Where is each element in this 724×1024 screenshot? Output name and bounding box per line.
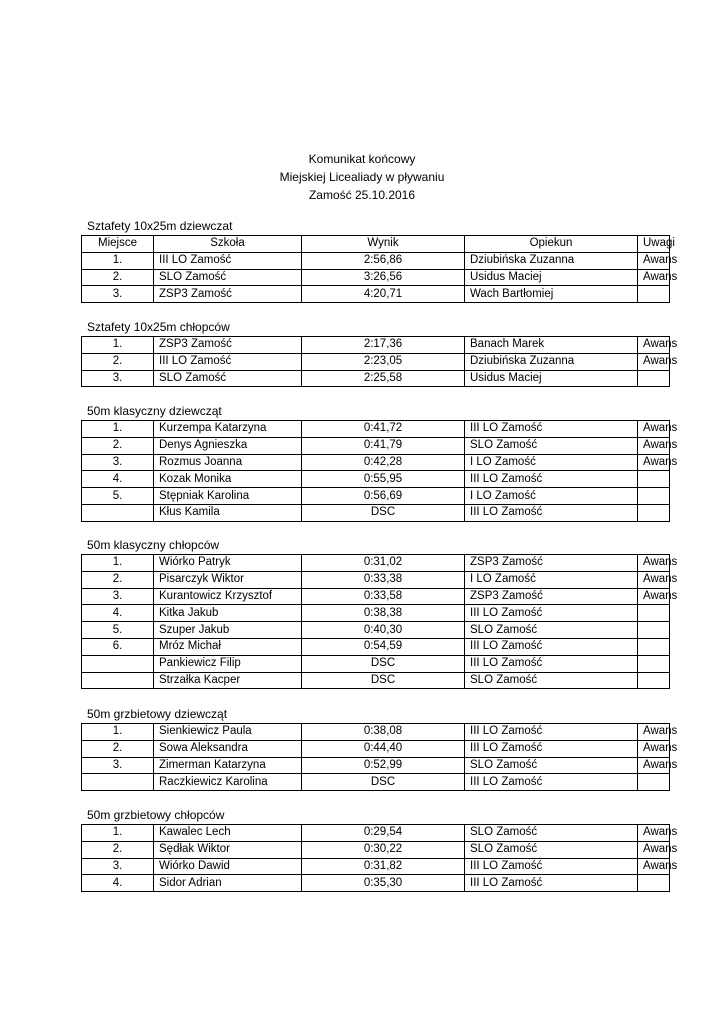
name-cell: Sędłak Wiktor xyxy=(154,841,302,858)
note-cell: Awans xyxy=(638,337,670,354)
document-header xyxy=(0,150,724,204)
section-title: Sztafety 10x25m chłopców xyxy=(87,320,230,334)
note-cell xyxy=(638,370,670,387)
result-cell: 0:44,40 xyxy=(302,740,465,757)
table-row xyxy=(82,571,670,588)
table-row xyxy=(82,286,670,303)
affiliation-cell: SLO Zamość xyxy=(465,841,638,858)
section-title: 50m grzbietowy chłopców xyxy=(87,808,225,822)
name-cell: Kurantowicz Krzysztof xyxy=(154,588,302,605)
table-row xyxy=(82,370,670,387)
column-header: Uwagi xyxy=(638,236,670,253)
affiliation-cell: I LO Zamość xyxy=(465,571,638,588)
column-header: Szkoła xyxy=(154,236,302,253)
result-cell: DSC xyxy=(302,504,465,521)
table-row xyxy=(82,672,670,689)
affiliation-cell: III LO Zamość xyxy=(465,740,638,757)
table-row xyxy=(82,337,670,354)
place-cell: 2. xyxy=(82,437,154,454)
affiliation-cell: Banach Marek xyxy=(465,337,638,354)
affiliation-cell: SLO Zamość xyxy=(465,622,638,639)
name-cell: Sowa Aleksandra xyxy=(154,740,302,757)
name-cell: Szuper Jakub xyxy=(154,622,302,639)
result-cell: 0:54,59 xyxy=(302,638,465,655)
result-cell: 2:56,86 xyxy=(302,252,465,269)
result-cell: 0:56,69 xyxy=(302,488,465,505)
affiliation-cell: ZSP3 Zamość xyxy=(465,588,638,605)
result-cell: 2:23,05 xyxy=(302,353,465,370)
place-cell: 3. xyxy=(82,858,154,875)
place-cell: 1. xyxy=(82,421,154,438)
name-cell: Kitka Jakub xyxy=(154,605,302,622)
result-cell: 3:26,56 xyxy=(302,269,465,286)
name-cell: Denys Agnieszka xyxy=(154,437,302,454)
note-cell: Awans xyxy=(638,353,670,370)
results-section xyxy=(81,706,678,791)
affiliation-cell: SLO Zamość xyxy=(465,437,638,454)
name-cell: Kozak Monika xyxy=(154,471,302,488)
affiliation-cell: III LO Zamość xyxy=(465,638,638,655)
name-cell: Strzałka Kacper xyxy=(154,672,302,689)
result-cell: 4:20,71 xyxy=(302,286,465,303)
name-cell: SLO Zamość xyxy=(154,269,302,286)
place-cell: 3. xyxy=(82,454,154,471)
results-table xyxy=(81,554,678,689)
place-cell: 4. xyxy=(82,471,154,488)
place-cell: 1. xyxy=(82,724,154,741)
affiliation-cell: I LO Zamość xyxy=(465,488,638,505)
title-line-3: Zamość 25.10.2016 xyxy=(308,188,416,202)
name-cell: Wiórko Dawid xyxy=(154,858,302,875)
table-row xyxy=(82,454,670,471)
result-cell: DSC xyxy=(302,672,465,689)
result-cell: 0:42,28 xyxy=(302,454,465,471)
name-cell: Sidor Adrian xyxy=(154,875,302,892)
affiliation-cell: ZSP3 Zamość xyxy=(465,555,638,572)
result-cell: DSC xyxy=(302,655,465,672)
affiliation-cell: Dziubińska Zuzanna xyxy=(465,353,638,370)
note-cell: Awans xyxy=(638,252,670,269)
table-row xyxy=(82,825,670,842)
note-cell: Awans xyxy=(638,724,670,741)
table-row xyxy=(82,858,670,875)
place-cell: 2. xyxy=(82,740,154,757)
table-row xyxy=(82,757,670,774)
result-cell: 0:35,30 xyxy=(302,875,465,892)
note-cell xyxy=(638,875,670,892)
place-cell: 3. xyxy=(82,370,154,387)
place-cell: 5. xyxy=(82,622,154,639)
note-cell: Awans xyxy=(638,555,670,572)
affiliation-cell: III LO Zamość xyxy=(465,421,638,438)
place-cell: 3. xyxy=(82,286,154,303)
name-cell: SLO Zamość xyxy=(154,370,302,387)
note-cell xyxy=(638,488,670,505)
title-line-2: Miejskiej Licealiady w pływaniu xyxy=(279,170,445,184)
name-cell: Stępniak Karolina xyxy=(154,488,302,505)
table-row xyxy=(82,353,670,370)
note-cell xyxy=(638,504,670,521)
note-cell xyxy=(638,672,670,689)
section-title: Sztafety 10x25m dziewczat xyxy=(87,219,233,233)
place-cell: 3. xyxy=(82,588,154,605)
name-cell: ZSP3 Zamość xyxy=(154,337,302,354)
table-row xyxy=(82,504,670,521)
note-cell xyxy=(638,471,670,488)
note-cell: Awans xyxy=(638,421,670,438)
table-row xyxy=(82,437,670,454)
result-cell: DSC xyxy=(302,774,465,791)
note-cell: Awans xyxy=(638,858,670,875)
name-cell: III LO Zamość xyxy=(154,353,302,370)
affiliation-cell: I LO Zamość xyxy=(465,454,638,471)
name-cell: Mróz Michał xyxy=(154,638,302,655)
note-cell: Awans xyxy=(638,571,670,588)
table-row xyxy=(82,252,670,269)
note-cell: Awans xyxy=(638,588,670,605)
affiliation-cell: III LO Zamość xyxy=(465,724,638,741)
affiliation-cell: Usidus Maciej xyxy=(465,269,638,286)
table-row xyxy=(82,269,670,286)
place-cell: 1. xyxy=(82,252,154,269)
name-cell: Sienkiewicz Paula xyxy=(154,724,302,741)
result-cell: 0:38,38 xyxy=(302,605,465,622)
result-cell: 0:33,38 xyxy=(302,571,465,588)
column-header: Wynik xyxy=(302,236,465,253)
place-cell: 2. xyxy=(82,571,154,588)
name-cell: Kłus Kamila xyxy=(154,504,302,521)
place-cell xyxy=(82,504,154,521)
affiliation-cell: III LO Zamość xyxy=(465,774,638,791)
section-title: 50m klasyczny dziewcząt xyxy=(87,404,222,418)
result-cell: 0:52,99 xyxy=(302,757,465,774)
name-cell: Pankiewicz Filip xyxy=(154,655,302,672)
table-row xyxy=(82,724,670,741)
note-cell xyxy=(638,638,670,655)
result-cell: 0:33,58 xyxy=(302,588,465,605)
place-cell: 1. xyxy=(82,825,154,842)
name-cell: Zimerman Katarzyna xyxy=(154,757,302,774)
place-cell: 1. xyxy=(82,337,154,354)
table-row xyxy=(82,638,670,655)
results-section xyxy=(81,807,678,892)
affiliation-cell: III LO Zamość xyxy=(465,858,638,875)
results-section xyxy=(81,537,678,689)
results-table xyxy=(81,420,678,522)
result-cell: 0:38,08 xyxy=(302,724,465,741)
place-cell: 2. xyxy=(82,269,154,286)
results-table xyxy=(81,235,678,303)
note-cell: Awans xyxy=(638,740,670,757)
note-cell xyxy=(638,655,670,672)
name-cell: Kawalec Lech xyxy=(154,825,302,842)
place-cell xyxy=(82,655,154,672)
result-cell: 0:41,79 xyxy=(302,437,465,454)
note-cell: Awans xyxy=(638,757,670,774)
table-row xyxy=(82,605,670,622)
place-cell: 6. xyxy=(82,638,154,655)
place-cell: 4. xyxy=(82,605,154,622)
affiliation-cell: III LO Zamość xyxy=(465,655,638,672)
place-cell: 1. xyxy=(82,555,154,572)
title-line-1: Komunikat końcowy xyxy=(308,152,416,166)
section-title: 50m klasyczny chłopców xyxy=(87,538,220,552)
result-cell: 2:17,36 xyxy=(302,337,465,354)
table-row xyxy=(82,488,670,505)
table-row xyxy=(82,740,670,757)
table-row xyxy=(82,774,670,791)
result-cell: 2:25,58 xyxy=(302,370,465,387)
name-cell: Rozmus Joanna xyxy=(154,454,302,471)
results-section xyxy=(81,403,678,522)
result-cell: 0:30,22 xyxy=(302,841,465,858)
affiliation-cell: III LO Zamość xyxy=(465,504,638,521)
place-cell xyxy=(82,774,154,791)
affiliation-cell: III LO Zamość xyxy=(465,875,638,892)
name-cell: Wiórko Patryk xyxy=(154,555,302,572)
table-row xyxy=(82,622,670,639)
table-row xyxy=(82,655,670,672)
results-section xyxy=(81,218,678,303)
results-table xyxy=(81,824,678,892)
result-cell: 0:40,30 xyxy=(302,622,465,639)
place-cell: 4. xyxy=(82,875,154,892)
name-cell: III LO Zamość xyxy=(154,252,302,269)
table-header-row xyxy=(82,236,670,253)
results-table xyxy=(81,723,678,791)
table-row xyxy=(82,421,670,438)
affiliation-cell: SLO Zamość xyxy=(465,672,638,689)
result-cell: 0:41,72 xyxy=(302,421,465,438)
note-cell xyxy=(638,622,670,639)
result-cell: 0:29,54 xyxy=(302,825,465,842)
note-cell xyxy=(638,286,670,303)
table-row xyxy=(82,875,670,892)
name-cell: Pisarczyk Wiktor xyxy=(154,571,302,588)
result-cell: 0:31,82 xyxy=(302,858,465,875)
affiliation-cell: Wach Bartłomiej xyxy=(465,286,638,303)
affiliation-cell: Dziubińska Zuzanna xyxy=(465,252,638,269)
note-cell xyxy=(638,774,670,791)
name-cell: ZSP3 Zamość xyxy=(154,286,302,303)
column-header: Miejsce xyxy=(82,236,154,253)
note-cell: Awans xyxy=(638,454,670,471)
note-cell: Awans xyxy=(638,437,670,454)
table-row xyxy=(82,471,670,488)
table-row xyxy=(82,588,670,605)
affiliation-cell: SLO Zamość xyxy=(465,757,638,774)
name-cell: Raczkiewicz Karolina xyxy=(154,774,302,791)
affiliation-cell: III LO Zamość xyxy=(465,605,638,622)
column-header: Opiekun xyxy=(465,236,638,253)
section-title: 50m grzbietowy dziewcząt xyxy=(87,707,228,721)
note-cell: Awans xyxy=(638,269,670,286)
result-cell: 0:55,95 xyxy=(302,471,465,488)
note-cell: Awans xyxy=(638,841,670,858)
affiliation-cell: SLO Zamość xyxy=(465,825,638,842)
place-cell: 2. xyxy=(82,353,154,370)
table-row xyxy=(82,841,670,858)
place-cell: 3. xyxy=(82,757,154,774)
affiliation-cell: Usidus Maciej xyxy=(465,370,638,387)
table-row xyxy=(82,555,670,572)
result-cell: 0:31,02 xyxy=(302,555,465,572)
name-cell: Kurzempa Katarzyna xyxy=(154,421,302,438)
note-cell: Awans xyxy=(638,825,670,842)
results-table xyxy=(81,336,678,387)
note-cell xyxy=(638,605,670,622)
place-cell xyxy=(82,672,154,689)
affiliation-cell: III LO Zamość xyxy=(465,471,638,488)
place-cell: 5. xyxy=(82,488,154,505)
results-section xyxy=(81,319,678,387)
place-cell: 2. xyxy=(82,841,154,858)
